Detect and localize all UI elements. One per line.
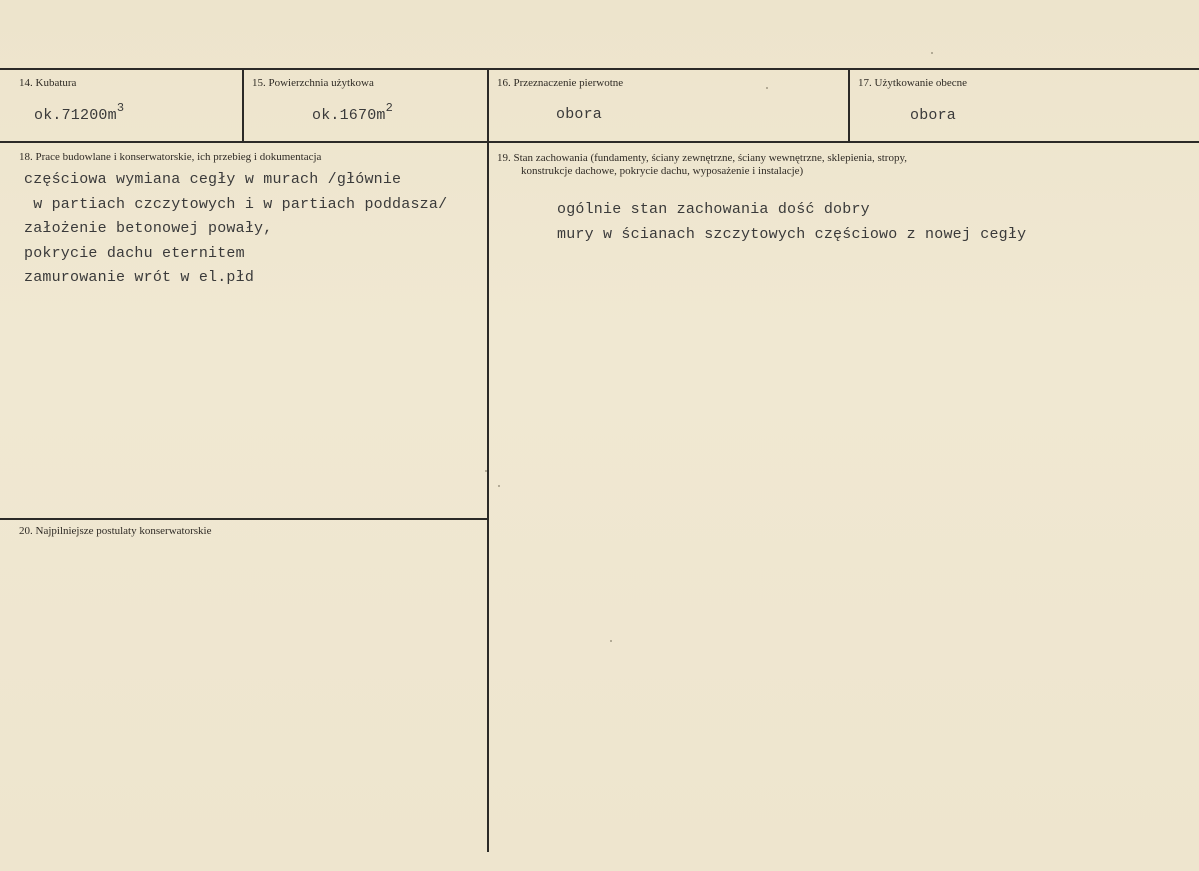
kubatura-value-exponent: 3	[116, 101, 125, 115]
paper-speck	[610, 640, 612, 642]
paper-speck	[931, 52, 933, 54]
paper-speck	[485, 470, 487, 472]
powierzchnia-value	[312, 103, 393, 124]
paper-speck	[498, 485, 500, 487]
rule-top	[0, 68, 1199, 70]
stan-line-1: ogólnie stan zachowania dość dobry	[557, 201, 870, 218]
prace-line-1: częściowa wymiana cegły w murach /głównie	[24, 171, 402, 188]
stan-zachowania-label-1: 19. Stan zachowania (fundamenty, ściany zewnętrzne, ściany wewnętrzne, sklepienia, stropy,	[497, 152, 908, 164]
uzytkowanie-label: 17. Użytkowanie obecne	[858, 77, 968, 89]
powierzchnia-value-exponent: 2	[385, 101, 394, 115]
prace-budowlane-text	[24, 168, 447, 291]
prace-line-5: zamurowanie wrót w el.płd	[24, 269, 255, 286]
paper-speck	[766, 87, 768, 89]
rule-v3	[848, 68, 850, 143]
uzytkowanie-value: obora	[910, 107, 957, 124]
rule-v2	[487, 68, 489, 852]
prace-line-2: w partiach czczytowych i w partiach poddasza/	[24, 195, 448, 213]
stan-zachowania-text	[557, 198, 1026, 247]
powierzchnia-label: 15. Powierzchnia użytkowa	[252, 77, 374, 89]
rule-row1-bottom	[0, 141, 1199, 143]
prace-line-3: założenie betonowej powały,	[24, 220, 273, 237]
prace-line-4: pokrycie dachu eternitem	[24, 244, 245, 262]
powierzchnia-value-base: ok.1670m	[312, 107, 386, 124]
kubatura-label: 14. Kubatura	[19, 77, 77, 89]
rule-v1	[242, 68, 244, 143]
stan-zachowania-label-2: konstrukcje dachowe, pokrycie dachu, wyposażenie i instalacje)	[521, 165, 804, 177]
kubatura-value	[34, 103, 124, 124]
rule-f18-bottom	[0, 518, 488, 520]
postulaty-label: 20. Najpilniejsze postulaty konserwatorskie	[19, 525, 212, 537]
przeznaczenie-value: obora	[556, 106, 603, 123]
kubatura-value-base: ok.71200m	[34, 107, 117, 124]
prace-budowlane-label: 18. Prace budowlane i konserwatorskie, ich przebieg i dokumentacja	[19, 151, 322, 163]
przeznaczenie-label: 16. Przeznaczenie pierwotne	[497, 77, 624, 89]
stan-line-2: mury w ścianach szczytowych częściowo z nowej cegły	[557, 225, 1027, 243]
